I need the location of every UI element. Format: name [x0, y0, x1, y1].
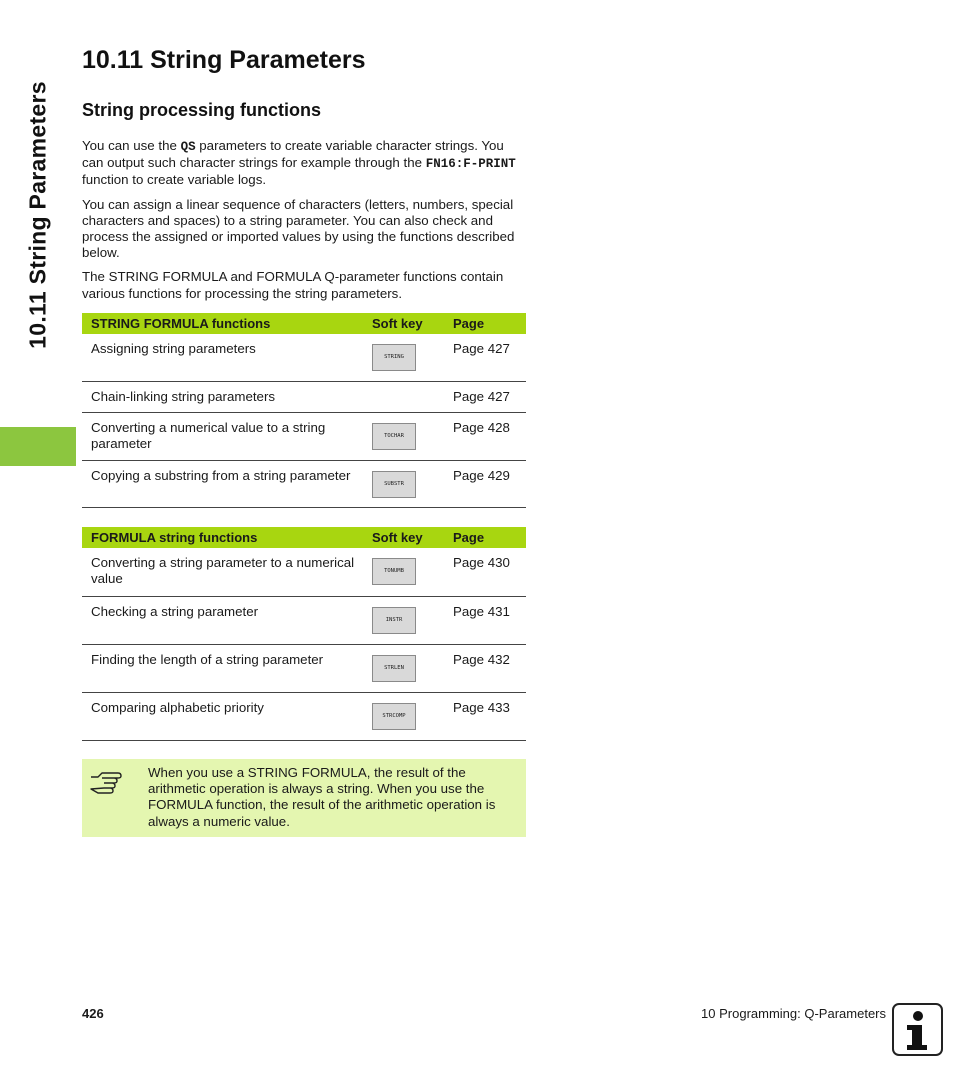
function-label: Checking a string parameter: [82, 596, 363, 644]
paragraph-3: The STRING FORMULA and FORMULA Q-parameter functions contain various functions for processing the string parameters.: [82, 269, 504, 301]
table-header: Soft key: [363, 527, 444, 548]
softkey-instr[interactable]: INSTR: [372, 607, 416, 634]
page-ref: Page 431: [444, 596, 526, 644]
table-row: [82, 692, 526, 740]
softkey-string[interactable]: STRING: [372, 344, 416, 371]
softkey-cell: [363, 412, 444, 460]
softkey-cell: [363, 381, 444, 412]
page-ref: Page 428: [444, 412, 526, 460]
table-header: Page: [444, 313, 526, 334]
softkey-cell: [363, 548, 444, 596]
softkey-cell: [363, 460, 444, 507]
softkey-strcomp[interactable]: STRCOMP: [372, 703, 416, 730]
code-qs: QS: [180, 140, 196, 154]
softkey-cell: [363, 334, 444, 381]
pointing-hand-icon: [88, 767, 128, 797]
chapter-label: 10 Programming: Q-Parameters: [701, 1006, 886, 1021]
table-row: [82, 412, 526, 460]
table-row: [82, 548, 526, 596]
string-formula-table: [82, 313, 526, 508]
paragraph-2: You can assign a linear sequence of characters (letters, numbers, special characters and spaces) to a string parameter. You can also check and process the assigned or imported values by using the functions described below.: [82, 196, 515, 261]
info-icon[interactable]: [892, 1003, 943, 1056]
note-text: When you use a STRING FORMULA, the result of the arithmetic operation is always a string. When you use the FORMULA function, the result of the arithmetic operation is always a numeric value.: [148, 765, 496, 829]
info-glyph: [894, 1005, 941, 1054]
paragraph-1: You can use the QS parameters to create variable character strings. You can output such character strings for example through the FN16:F-PRINT function to create variable logs.: [82, 138, 516, 188]
function-label: Finding the length of a string parameter: [82, 644, 363, 692]
page-ref: Page 427: [444, 334, 526, 381]
table-row: [82, 334, 526, 381]
table-header: Soft key: [363, 313, 444, 334]
note-box: [82, 759, 526, 837]
function-label: Converting a numerical value to a string parameter: [82, 412, 363, 460]
side-title-text: 10.11 String Parameters: [24, 81, 51, 349]
page-ref: Page 432: [444, 644, 526, 692]
softkey-cell: [363, 596, 444, 644]
page-number: 426: [82, 1006, 104, 1021]
page-ref: Page 433: [444, 692, 526, 740]
function-label: Assigning string parameters: [82, 334, 363, 381]
function-label: Comparing alphabetic priority: [82, 692, 363, 740]
softkey-tonumb[interactable]: TONUMB: [372, 558, 416, 585]
table-row: [82, 644, 526, 692]
page-ref: Page 429: [444, 460, 526, 507]
softkey-strlen[interactable]: STRLEN: [372, 655, 416, 682]
page-ref: Page 427: [444, 381, 526, 412]
softkey-cell: [363, 644, 444, 692]
table-row: [82, 381, 526, 412]
table-row: [82, 596, 526, 644]
softkey-cell: [363, 692, 444, 740]
softkey-tochar[interactable]: TOCHAR: [372, 423, 416, 450]
chapter-tab-marker: [0, 427, 76, 466]
table-row: [82, 460, 526, 507]
page-title: 10.11 String Parameters: [82, 46, 366, 74]
body-text: [82, 138, 526, 310]
side-title: [22, 0, 54, 430]
function-label: Copying a substring from a string parameter: [82, 460, 363, 507]
function-label: Chain-linking string parameters: [82, 381, 363, 412]
table-header: FORMULA string functions: [82, 527, 363, 548]
formula-string-table: [82, 527, 526, 741]
page-ref: Page 430: [444, 548, 526, 596]
section-heading: String processing functions: [82, 100, 322, 120]
function-label: Converting a string parameter to a numerical value: [82, 548, 363, 596]
softkey-substr[interactable]: SUBSTR: [372, 471, 416, 498]
table-header: STRING FORMULA functions: [82, 313, 363, 334]
code-fn16: FN16:F-PRINT: [425, 157, 516, 172]
table-header: Page: [444, 527, 526, 548]
